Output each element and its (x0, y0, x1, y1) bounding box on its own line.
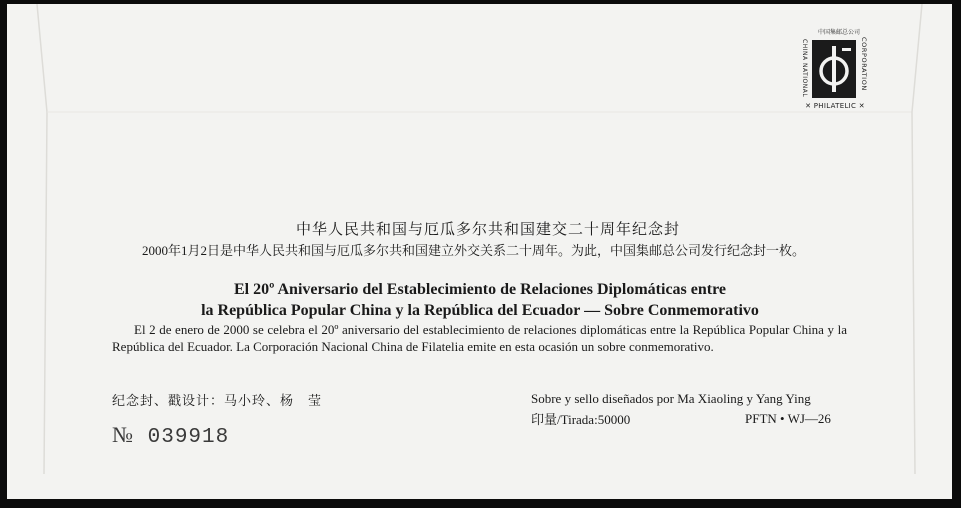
spanish-paragraph: El 2 de enero de 2000 se celebra el 20º aniversario del establecimiento de relaciones diplomáticas entre la República Popular China y la República del Ecuador. La Corporación Nacional China de Filatelia emite en esta ocasión un sobre conmemorativo. (112, 322, 847, 354)
logo-emblem-icon (812, 40, 856, 98)
spanish-title-line-1: El 20º Aniversario del Establecimiento de Relaciones Diplomáticas entre (233, 281, 727, 298)
logo-right-text: CORPORATION (860, 37, 868, 91)
catalog-code: PFTN • WJ—26 (745, 411, 831, 426)
serial-number (112, 422, 229, 449)
spanish-title-line-2: la República Popular China y la República del Ecuador — Sobre Conmemorativo (201, 302, 759, 319)
philatelic-corporation-logo (800, 27, 870, 115)
logo-left-text: CHINA NATIONAL (801, 39, 808, 98)
print-run: 印量/Tirada:50000 (531, 412, 631, 427)
serial-prefix: № (112, 422, 134, 447)
chinese-paragraph: 2000年1月2日是中华人民共和国与厄瓜多尔共和国建立外交关系二十周年。为此，中国集邮总公司发行纪念封一枚。 (142, 243, 806, 258)
serial-value: 039918 (147, 426, 230, 449)
designers-spanish: Sobre y sello diseñados por Ma Xiaoling y Yang Ying (531, 391, 811, 406)
chinese-title: 中华人民共和国与厄瓜多尔共和国建交二十周年纪念封 (295, 222, 680, 238)
logo-chinese-text: 中国集邮总公司 (817, 29, 860, 36)
logo-bottom-text: ✕ PHILATELIC ✕ (805, 102, 865, 110)
designers-chinese: 纪念封、戳设计：马小玲、杨 莹 (112, 393, 323, 408)
spanish-title (150, 279, 810, 321)
